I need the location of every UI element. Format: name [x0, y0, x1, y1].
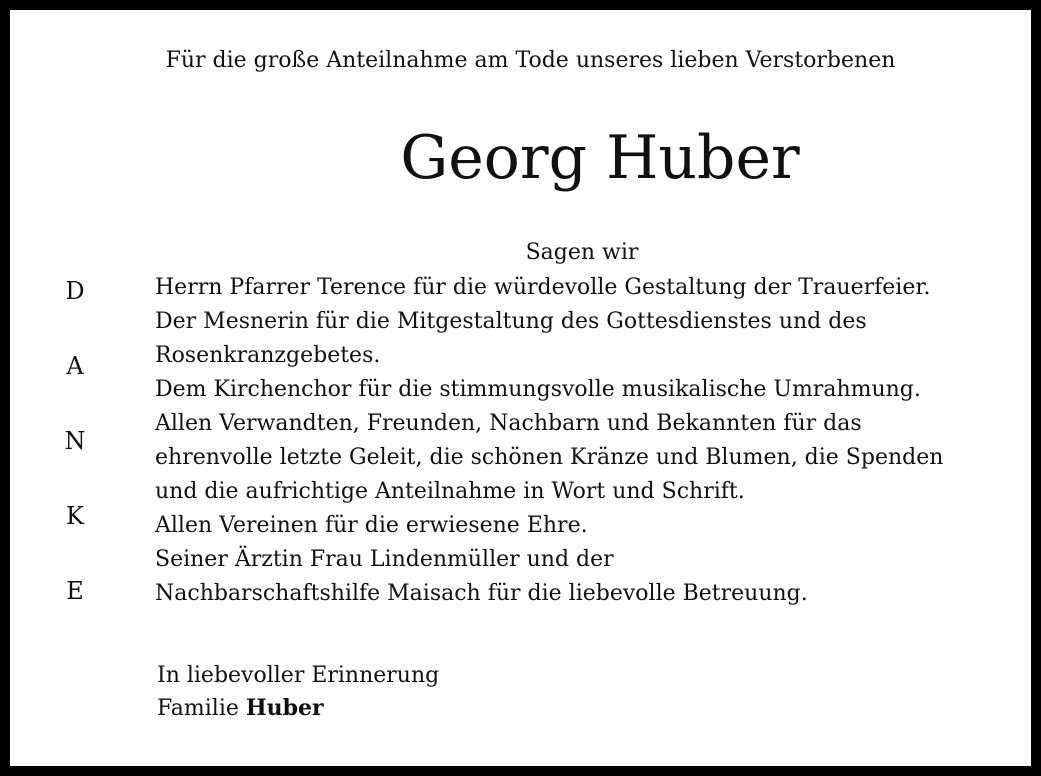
danke-letter: N	[64, 427, 86, 455]
thanks-line: Der Mesnerin für die Mitgestaltung des Gottesdienstes und des	[155, 309, 867, 334]
sagen-wir-text: Sagen wir	[525, 240, 639, 265]
danke-letter: K	[66, 502, 84, 530]
thanks-line: Herrn Pfarrer Terence für die würdevolle Gestaltung der Trauerfeier.	[155, 275, 931, 300]
thanks-paragraph	[155, 271, 1035, 611]
danke-letter: A	[66, 352, 84, 380]
thanks-line: ehrenvolle letzte Geleit, die schönen Kränze und Blumen, die Spenden	[155, 445, 944, 470]
family-name: Huber	[245, 695, 324, 721]
danke-letter: E	[66, 577, 84, 605]
thanks-line: Dem Kirchenchor für die stimmungsvolle musikalische Umrahmung.	[155, 377, 921, 402]
thanks-line: Seiner Ärztin Frau Lindenmüller und der	[155, 547, 614, 572]
danke-vertical-word	[55, 272, 95, 647]
thanks-line: Rosenkranzgebetes.	[155, 343, 381, 368]
family-prefix: Familie	[157, 696, 246, 721]
family-signature	[157, 692, 657, 725]
thanks-line: Nachbarschaftshilfe Maisach für die liebevolle Betreuung.	[155, 581, 808, 606]
intro-text: Für die große Anteilnahme am Tode unseres lieben Verstorbenen	[165, 48, 896, 73]
thanks-line: Allen Vereinen für die erwiesene Ehre.	[155, 513, 588, 538]
thanks-line: Allen Verwandten, Freunden, Nachbarn und Bekannten für das	[155, 411, 862, 436]
closing-signature	[157, 660, 657, 725]
closing-remembrance: In liebevoller Erinnerung	[157, 663, 440, 688]
deceased-name: Georg Huber	[400, 123, 800, 193]
danke-letter: D	[65, 277, 85, 305]
thanks-line: und die aufrichtige Anteilnahme in Wort und Schrift.	[155, 479, 745, 504]
